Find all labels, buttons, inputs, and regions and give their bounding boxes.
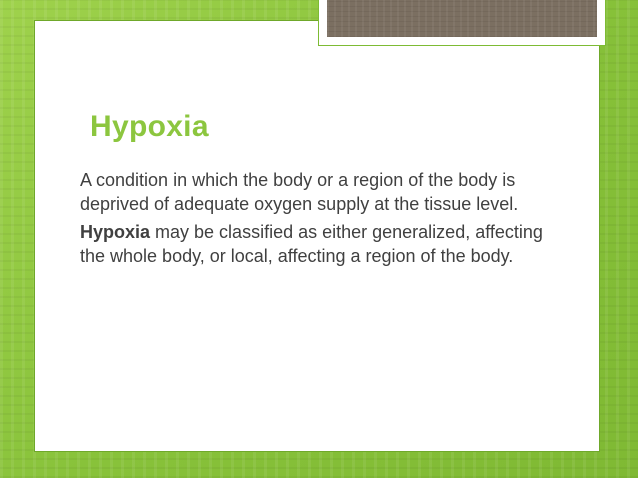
classification-text: may be classified as either generalized, affecting the whole body, or local, affecting a region of the body. <box>80 222 543 266</box>
accent-block <box>327 0 597 37</box>
slide-body <box>80 168 550 272</box>
classification-term: Hypoxia <box>80 222 151 242</box>
classification-paragraph <box>80 220 550 268</box>
definition-paragraph: A condition in which the body or a region of the body is deprived of adequate oxygen supply at the tissue level. <box>80 170 519 214</box>
slide-title: Hypoxia <box>90 110 209 143</box>
